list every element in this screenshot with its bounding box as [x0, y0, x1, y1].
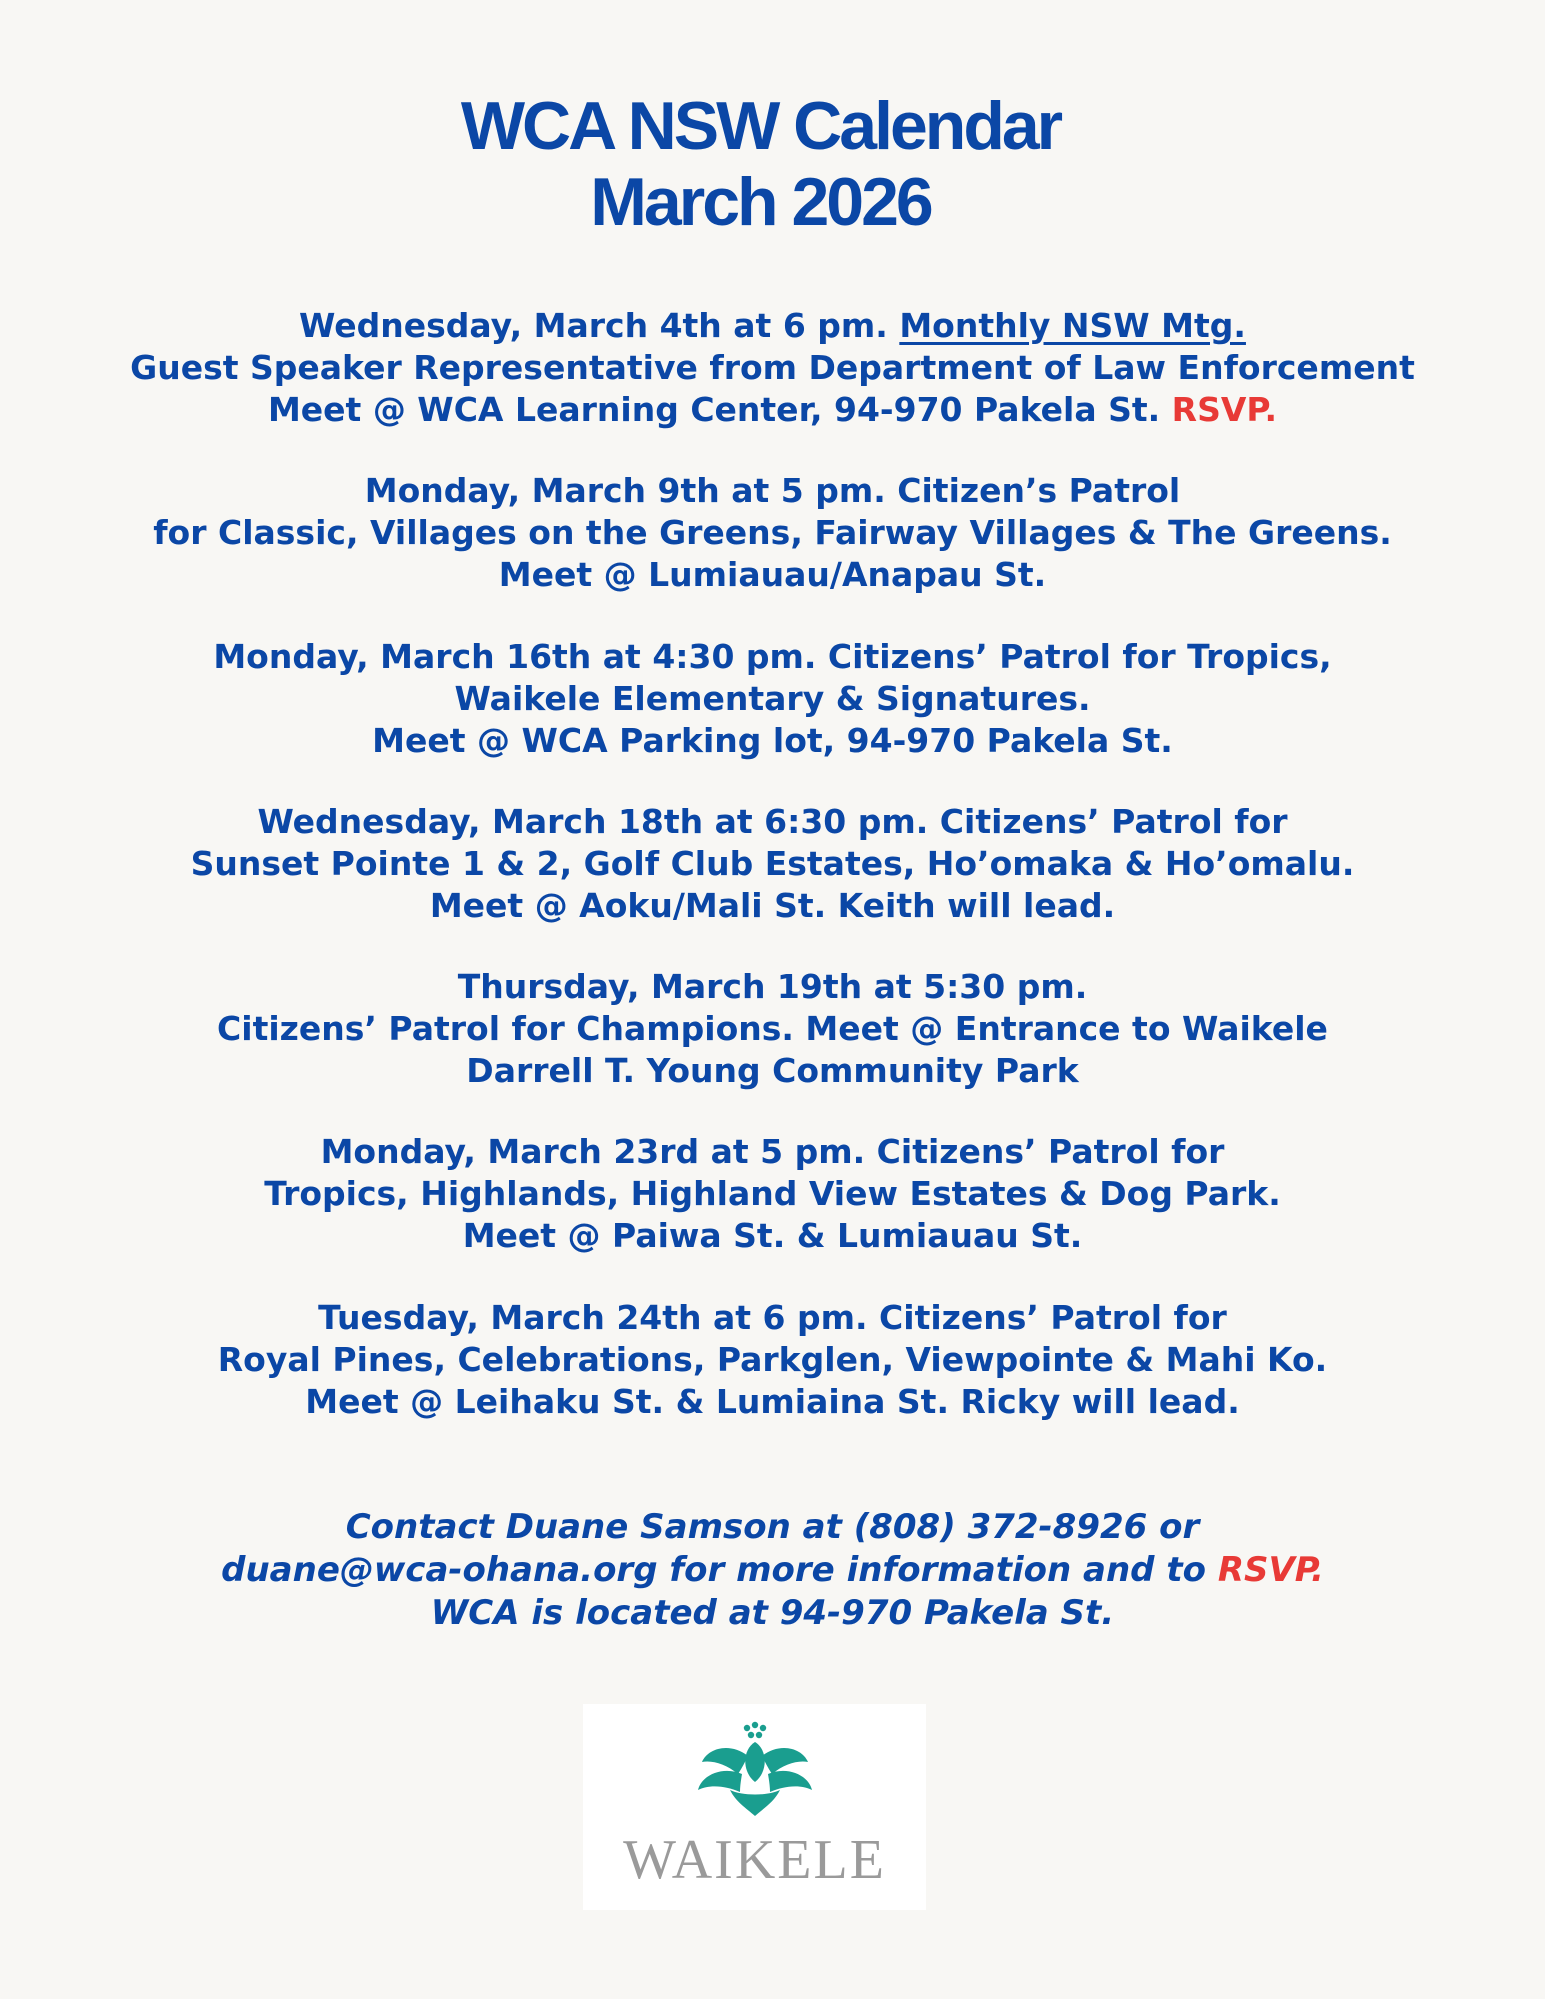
rsvp-label: RSVP.: [1171, 390, 1278, 429]
event-line: Darrell T. Young Community Park: [466, 1051, 1079, 1090]
page-subtitle: March 2026: [590, 164, 931, 240]
event-item: [0, 470, 1545, 596]
contact-line: WCA is located at 94-970 Pakela St.: [430, 1593, 1115, 1633]
event-line: Waikele Elementary & Signatures.: [454, 679, 1091, 718]
meeting-link[interactable]: Monthly NSW Mtg.: [899, 306, 1246, 345]
waikele-logo: [583, 1704, 926, 1910]
event-line: Monday, March 16th at 4:30 pm. Citizens’ Patrol for Tropics,: [213, 637, 1332, 676]
event-line: Monday, March 9th at 5 pm. Citizen’s Patrol: [364, 471, 1181, 510]
event-line: Monday, March 23rd at 5 pm. Citizens’ Patrol for: [320, 1132, 1225, 1171]
event-location: Meet @ WCA Learning Center, 94-970 Pakela St.: [267, 390, 1172, 429]
event-line: Thursday, March 19th at 5:30 pm.: [457, 967, 1088, 1006]
event-line: [0, 305, 1545, 347]
event-line: Meet @ Leihaku St. & Lumiaina St. Ricky will lead.: [305, 1382, 1240, 1421]
event-item: [0, 801, 1545, 927]
rsvp-label: RSVP.: [1217, 1550, 1324, 1590]
event-line: Tropics, Highlands, Highland View Estates & Dog Park.: [264, 1174, 1281, 1213]
event-line: Guest Speaker Representative from Department of Law Enforcement: [130, 348, 1415, 387]
event-item: [0, 1131, 1545, 1257]
event-line: Citizens’ Patrol for Champions. Meet @ Entrance to Waikele: [217, 1009, 1328, 1048]
flower-icon: [690, 1720, 820, 1816]
event-item: [0, 966, 1545, 1092]
contact-line: [0, 1549, 1545, 1592]
contact-info: [0, 1506, 1545, 1635]
event-line: Meet @ Aoku/Mali St. Keith will lead.: [429, 886, 1116, 925]
event-line: for Classic, Villages on the Greens, Fairway Villages & The Greens.: [153, 513, 1392, 552]
contact-line: Contact Duane Samson at (808) 372-8926 or: [345, 1507, 1200, 1547]
event-line: Tuesday, March 24th at 6 pm. Citizens’ Patrol for: [318, 1298, 1227, 1337]
event-item: [0, 1297, 1545, 1423]
event-date: Wednesday, March 4th at 6 pm.: [299, 306, 900, 345]
event-line: Meet @ Lumiauau/Anapau St.: [498, 555, 1047, 594]
event-line: Wednesday, March 18th at 6:30 pm. Citizens’ Patrol for: [257, 802, 1288, 841]
event-line: Meet @ Paiwa St. & Lumiauau St.: [462, 1216, 1083, 1255]
event-line: Sunset Pointe 1 & 2, Golf Club Estates, Ho’omaka & Ho’omalu.: [190, 844, 1355, 883]
event-line: Meet @ WCA Parking lot, 94-970 Pakela St.: [372, 721, 1173, 760]
event-item: [0, 305, 1545, 431]
event-line: [0, 389, 1545, 431]
page-title: WCA NSW Calendar: [460, 88, 1061, 164]
event-line: Royal Pines, Celebrations, Parkglen, Viewpointe & Mahi Ko.: [217, 1340, 1328, 1379]
event-item: [0, 636, 1545, 762]
contact-email-text: duane@wca-ohana.org for more information and to: [221, 1550, 1218, 1590]
logo-wordmark: WAIKELE: [623, 1829, 886, 1891]
